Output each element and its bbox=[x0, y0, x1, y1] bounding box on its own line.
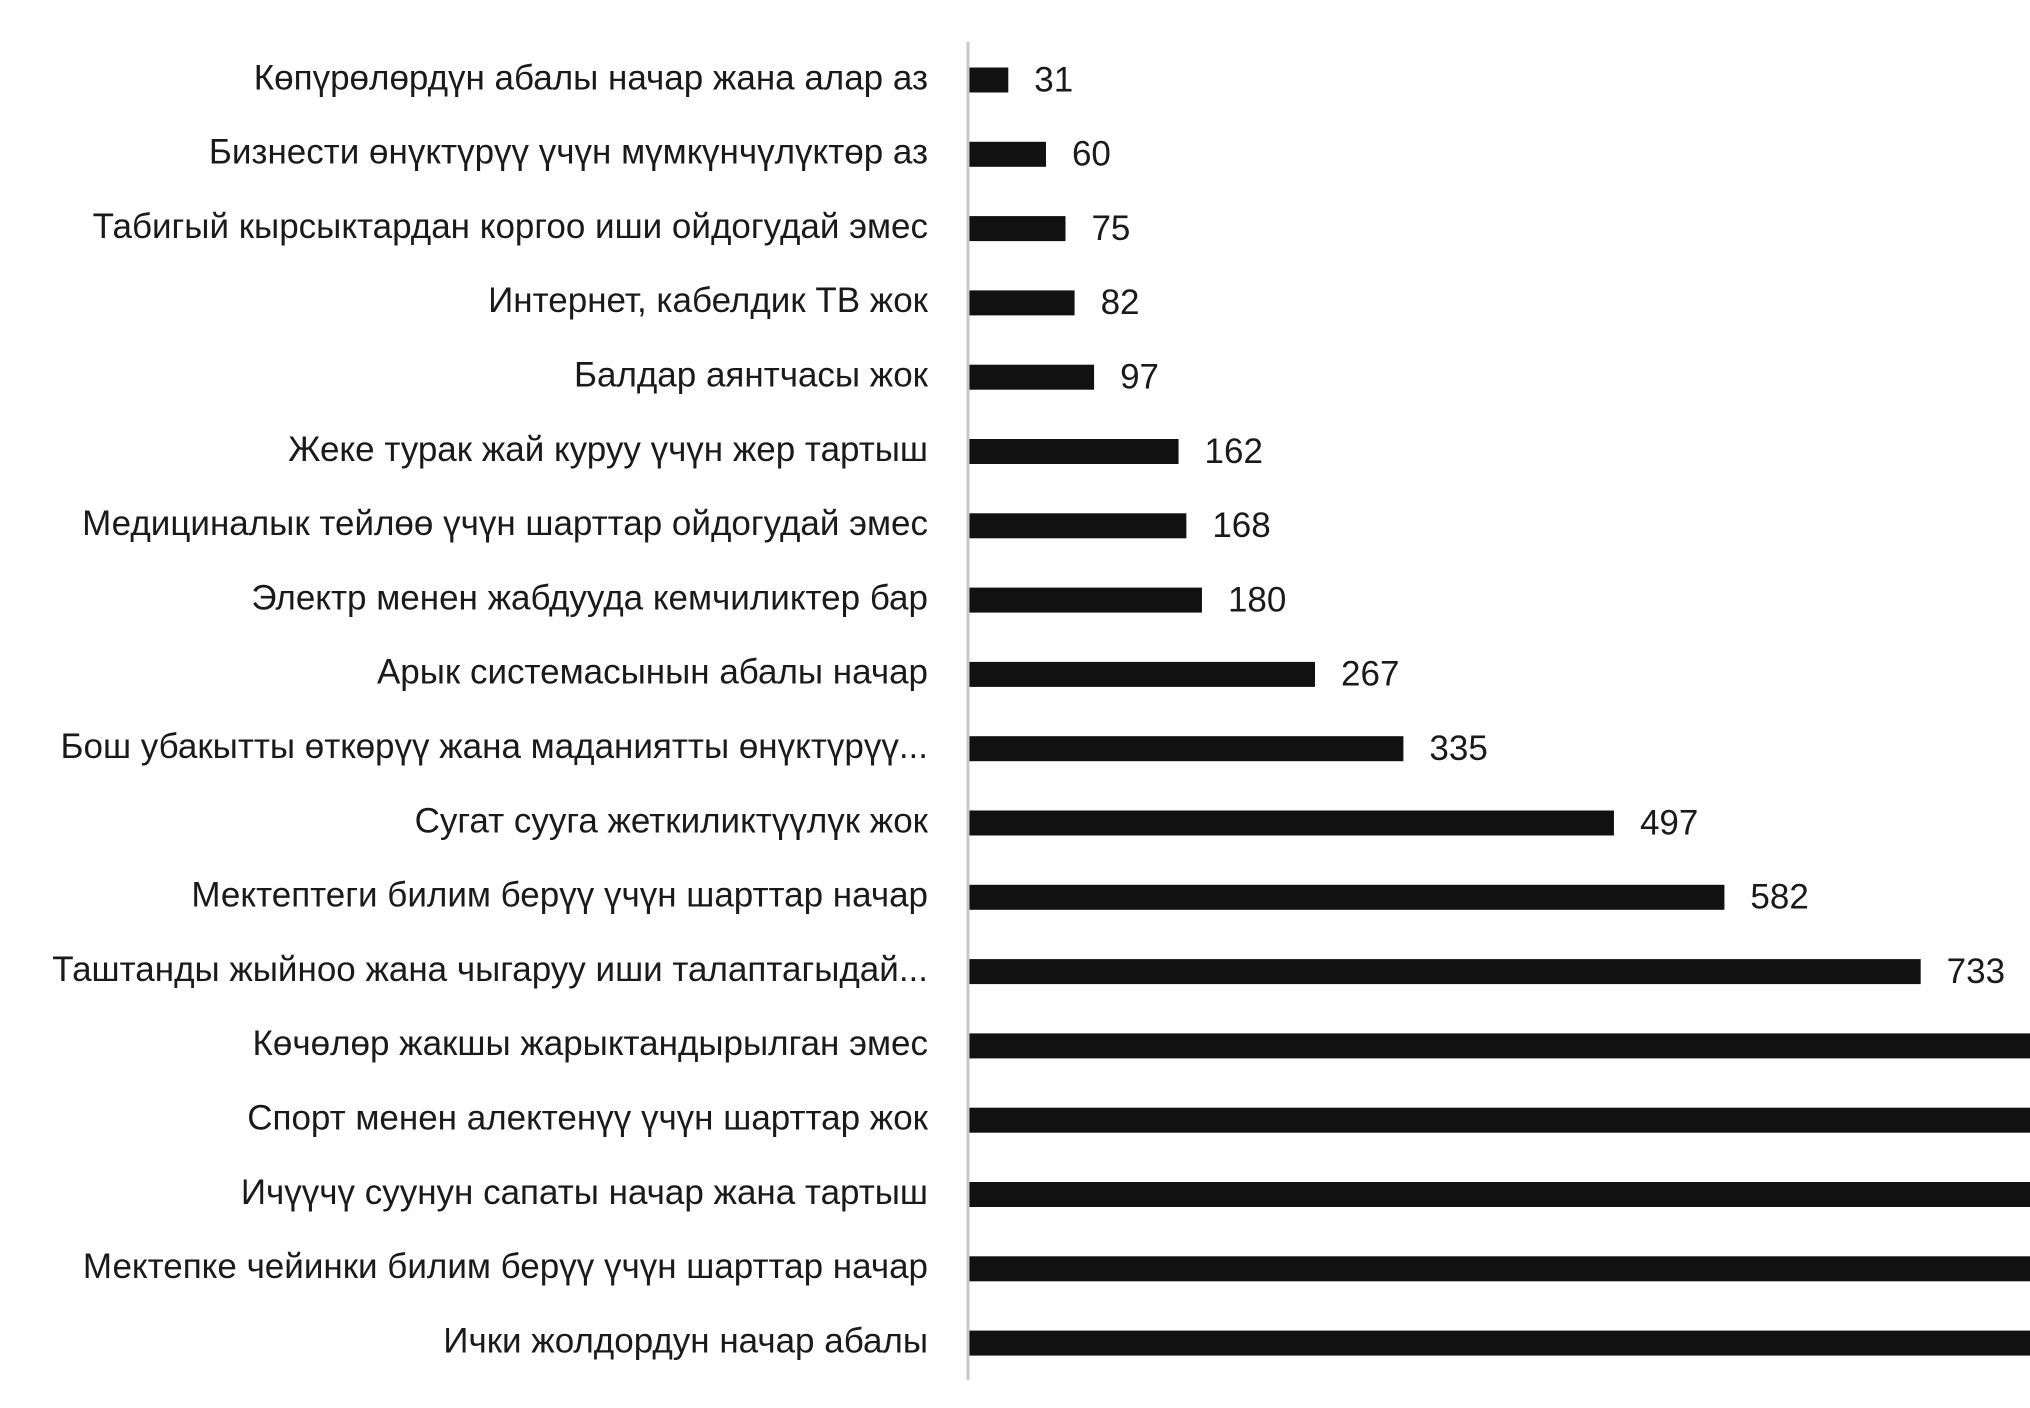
bar bbox=[968, 142, 1046, 167]
category-label: Ички жолдордун начар абалы bbox=[443, 1321, 928, 1361]
category-label: Электр менен жабдууда кемчиликтер бар bbox=[251, 578, 928, 618]
bar bbox=[968, 439, 1179, 464]
data-label: 31 bbox=[1034, 60, 1074, 100]
category-label: Арык системасынын абалы начар bbox=[376, 652, 928, 692]
data-label: 168 bbox=[1212, 506, 1271, 546]
category-label: Жеке турак жай куруу үчүн жер тартыш bbox=[288, 429, 928, 469]
category-label: Интернет, кабелдик ТВ жок bbox=[488, 281, 928, 321]
category-label: Мектептеги билим берүү үчүн шарттар начар bbox=[191, 875, 928, 915]
data-label: 75 bbox=[1091, 208, 1131, 248]
bar bbox=[968, 216, 1065, 241]
data-label: 497 bbox=[1639, 803, 1699, 843]
bar bbox=[968, 736, 1403, 761]
bars bbox=[968, 68, 2030, 1356]
data-label: 97 bbox=[1120, 357, 1160, 397]
category-labels bbox=[52, 58, 928, 1360]
category-label: Көчөлөр жакшы жарыктандырылган эмес bbox=[252, 1024, 928, 1064]
data-label: 60 bbox=[1071, 134, 1111, 174]
bar bbox=[968, 588, 1202, 613]
bar bbox=[968, 959, 1921, 984]
data-label: 82 bbox=[1100, 283, 1140, 323]
category-label: Бизнести өнүктүрүү үчүн мүмкүнчүлүктөр аз bbox=[208, 132, 928, 172]
data-label: 582 bbox=[1750, 877, 1809, 917]
data-label: 733 bbox=[1946, 951, 2006, 991]
category-label: Көпүрөлөрдүн абалы начар жана алар аз bbox=[253, 58, 928, 98]
bar bbox=[968, 365, 1094, 390]
value-labels bbox=[1034, 60, 2030, 1362]
category-label: Бош убакытты өткөрүү жана маданиятты өнүктүрүү... bbox=[60, 726, 928, 766]
bar bbox=[968, 1033, 2030, 1058]
bar bbox=[968, 885, 1724, 910]
data-label: 267 bbox=[1341, 654, 1400, 694]
category-label: Балдар аянтчасы жок bbox=[574, 355, 928, 395]
bar bbox=[968, 662, 1315, 687]
bar bbox=[968, 513, 1186, 538]
category-label: Медициналык тейлөө үчүн шарттар ойдогудай эмес bbox=[82, 504, 928, 544]
bar bbox=[968, 290, 1075, 315]
category-label: Табигый кырсыктардан коргоо иши ойдогудай эмес bbox=[92, 206, 928, 246]
data-label: 335 bbox=[1429, 728, 1488, 768]
data-label: 162 bbox=[1204, 431, 1263, 471]
bar bbox=[968, 1256, 2030, 1281]
bar bbox=[968, 811, 1614, 836]
category-label: Спорт менен алектенүү үчүн шарттар жок bbox=[247, 1098, 928, 1138]
bar bbox=[968, 1182, 2030, 1207]
bar bbox=[968, 1108, 2030, 1133]
bar bbox=[968, 1331, 2030, 1356]
data-label: 180 bbox=[1227, 580, 1287, 620]
category-label: Таштанды жыйноо жана чыгаруу иши талаптагыдай... bbox=[52, 949, 928, 989]
bar bbox=[968, 68, 1008, 93]
category-label: Ичүүчү суунун сапаты начар жана тартыш bbox=[240, 1172, 928, 1212]
category-label: Сугат сууга жеткиликтүүлүк жок bbox=[414, 801, 928, 841]
category-label: Мектепке чейинки билим берүү үчүн шарттар начар bbox=[82, 1247, 928, 1287]
